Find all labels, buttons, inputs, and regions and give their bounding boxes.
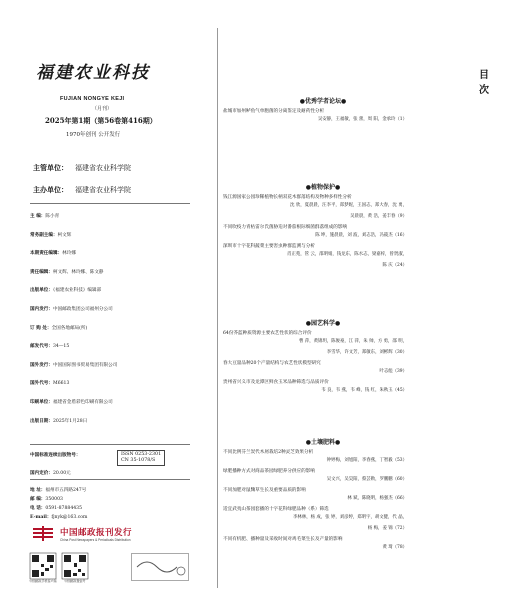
journal-pinyin: FUJIAN NONGYE KEJI xyxy=(60,96,125,102)
frequency: （月刊） xyxy=(92,106,113,112)
toc-article-title[interactable]: 春大豆量品种20个产量结构与农艺性状模型研究 xyxy=(223,361,321,366)
cn-number: CN 35-1078/S xyxy=(121,458,156,463)
toc-article-title[interactable]: 不同吹疫力青枯雷尔氏菌胁迫对番茄根际细菌群落组成的影响 xyxy=(223,225,348,230)
toc-article-authors: 沈 欣，夏晨晨，汪李平，郑梦妮，王国志，郑大春，沈 勇， xyxy=(290,203,407,208)
toc-article-authors: 钟婷梅，刘旭阳，李春燕，丁智毅（53） xyxy=(326,458,407,463)
toc-article-authors: 杨 梅，姜 锦（72） xyxy=(367,526,407,531)
post-service-stamp xyxy=(131,553,189,581)
toc-article-title[interactable]: 钱江源国家公园珍稀植物长柄双花木群落结构及物种多样性分析 xyxy=(223,195,352,200)
toc-article-authors: 曹 萍，黄锦玥，陈俊豪，江 萍，朱 帅，方 勇，邵 明， xyxy=(299,339,407,344)
masthead-row: 国外代号：M6613 xyxy=(30,381,70,387)
toc-section-heading: ●植物保护● xyxy=(305,184,341,191)
toc-article-authors: 吴安静，王福敏，张 蕾，周 阳，金承玲（1） xyxy=(317,117,407,122)
toc-article-authors: 陈 庆（24） xyxy=(382,263,407,268)
masthead-row: 印刷单位：福建省金盾彩色印刷有限公司 xyxy=(30,400,113,405)
divider xyxy=(30,444,190,445)
toc-article-title[interactable]: 适宜武夷山茶园套播的十字花科绿肥品种（系）筛选 xyxy=(223,507,329,512)
toc-article-authors: 韦 良，韦 燕，韦 峰，钱 红，朱秋玉（45） xyxy=(321,388,407,393)
china-post-logo xyxy=(30,523,56,545)
masthead-row: 国内发行：中国邮政集团公司福州分公司 xyxy=(30,307,113,312)
issn-box xyxy=(117,450,165,466)
journal-logo: 福建农业科技 xyxy=(36,63,150,83)
divider xyxy=(30,479,190,480)
qr-caption: 中国邮政微信号 xyxy=(64,579,86,583)
toc-article-title[interactable]: 不同有机肥、播种量及采收时间对鸡毛菜生长及产量的影响 xyxy=(223,537,343,542)
toc-article-authors: 李林林，杨 成，张 婷，刘彦婷，郑明宇，胡文健，代 晶， xyxy=(293,515,407,520)
masthead-row: 订 购 处：全国各地邮局(所) xyxy=(30,325,88,331)
toc-article-authors: 吴晨晨，黄 浩，姜丰春（9） xyxy=(350,214,407,219)
toc-article-title[interactable]: 绿肥播种方式对商品茶园绿肥养分供应的影响 xyxy=(223,469,315,474)
masthead-row: 国外发行：中国国际图书贸易集团有限公司 xyxy=(30,362,118,368)
issn-label: 中国标准连续出版物号： xyxy=(30,453,81,458)
toc-article-title[interactable]: 盐城市加州鲈鱼气单胞菌的分离鉴定及耐药性分析 xyxy=(223,109,325,114)
qr-code xyxy=(30,553,56,579)
post-name: 中国邮政报刊发行 xyxy=(60,528,133,538)
toc-article-title[interactable]: 不同加肥对鼠麴草生长及重要品质的影响 xyxy=(223,488,306,493)
toc-article-title[interactable]: 64份芥蓝种质资源主要农艺性状的综合评价 xyxy=(223,331,312,336)
cover-info-column xyxy=(0,0,215,607)
masthead-row: 主 编：陈小青 xyxy=(30,214,60,219)
toc-article-authors: 林 斌，陈晓明，杨强杰（66） xyxy=(347,496,407,501)
sponsor-value: 福建省农业科学院 xyxy=(75,186,131,194)
founded: 1970年创刊 公开发行 xyxy=(66,132,121,138)
toc-article-title[interactable]: 不同比例芬兰炭代木屑栽培2种灵芝效果分析 xyxy=(223,450,314,455)
sponsor-label: 主办单位： xyxy=(33,185,68,194)
issn-number: ISSN 0253-2301 xyxy=(121,452,162,457)
toc-article-authors: 陈 坤，施晨晨，刘 波，刘志浩，冯筱杰（16） xyxy=(315,233,407,238)
column-divider xyxy=(217,28,218,588)
contact-row: 邮 编：350003 xyxy=(30,497,63,502)
issue-number: 2025年第1期（第56卷第416期） xyxy=(45,116,157,125)
contact-row: 电 话：0591-87884435 xyxy=(30,506,83,511)
toc-article-authors: 黄 琦（78） xyxy=(382,545,407,550)
masthead-row: 邮发代号：34—15 xyxy=(30,344,70,350)
masthead-row: 责任编辑：柯文辉、林玲娜、陈文静 xyxy=(30,269,104,275)
contact-row: 地 址：福州市五四路247号 xyxy=(30,488,87,493)
masthead-row: 本期责任编辑：林玲娜 xyxy=(30,251,76,257)
supervisor-label: 主管单位： xyxy=(33,163,68,172)
toc-article-authors: 叶志彪（39） xyxy=(379,369,407,374)
toc-title: 目 次 xyxy=(479,70,509,96)
toc-article-authors: 肖正苑，管 云，邵明娟，钱龙东，陈水志，梁嘉梓，曾贤淑， xyxy=(287,252,407,257)
masthead-row: 出版日期：2025年1月28日 xyxy=(30,418,88,424)
qr-code xyxy=(62,553,88,579)
toc-section-heading: ●园艺科学● xyxy=(305,320,341,327)
masthead-row: 常务副主编：柯文辉 xyxy=(30,232,72,238)
supervisor-value: 福建省农业科学院 xyxy=(75,164,131,172)
masthead-row: 出版单位：《福建农业科技》编辑部 xyxy=(30,288,102,294)
toc-article-title[interactable]: 贵州省兴义市及龙潭区鲜食玉米品种筛选与品质评价 xyxy=(223,380,329,385)
price-row: 国内定价：20.00元 xyxy=(30,471,71,476)
toc-section-heading: ●土壤肥料● xyxy=(305,439,341,446)
toc-article-authors: 李雪华，许文芳，郑敏东，刘彬辉（30） xyxy=(326,350,407,355)
toc-article-authors: 吴文兴，吴昊阳，蔡芸勋，罗鹏鹏（60） xyxy=(326,477,407,482)
toc-section-heading: ●优秀学者论坛● xyxy=(299,98,347,105)
qr-caption: 中国邮政手机客户端 xyxy=(29,579,57,583)
contact-row: E-mail：fjnyk@163.com xyxy=(30,515,88,520)
divider xyxy=(30,203,190,204)
toc-article-title[interactable]: 深圳市十字花科蔬菜主要害虫种群监测与分析 xyxy=(223,244,315,249)
post-subtitle: China Post Newspapers & Periodicals Distribution xyxy=(60,538,131,542)
